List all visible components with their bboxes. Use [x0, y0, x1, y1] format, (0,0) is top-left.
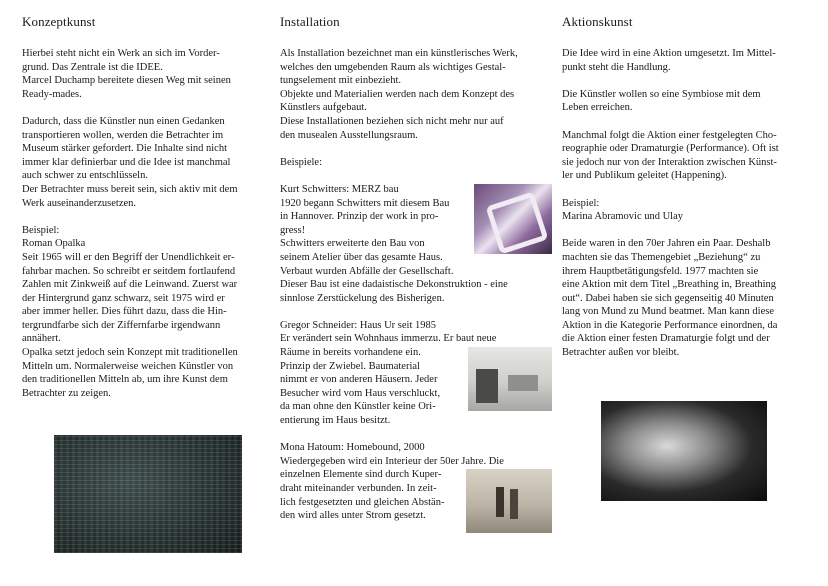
text-line: Künstlers aufgebaut.	[280, 102, 367, 114]
text-line: Museum stärker gefordert. Die Inhalte sind nicht	[22, 143, 227, 155]
text-line: Zahlen mit Zinkweiß auf die Leinwand. Zuerst war	[22, 279, 238, 291]
text-line: Der Betrachter muss bereit sein, sich aktiv mit dem	[22, 183, 238, 195]
text-line: eine Aktion mit dem Titel „Breathing in, Breathing	[562, 279, 777, 291]
heading-installation: Installation	[280, 14, 340, 29]
text-line: Er verändert sein Wohnhaus immerzu. Er baut neue	[280, 333, 497, 345]
text-line: draht miteinander verbunden. In zeit-	[280, 483, 437, 494]
text-line: transportieren wollen, werden die Betrachter im	[22, 129, 224, 141]
text-line: Schwitters erweiterte den Bau von	[280, 238, 425, 250]
haus-ur-image	[468, 347, 552, 411]
paragraph-beispiel	[562, 197, 814, 224]
text-line: nimmt er von anderen Häusern. Jeder	[280, 374, 438, 386]
paragraph-aktion-intro	[562, 47, 814, 74]
text-line: Mitteln um. Normalerweise weichen Künstler von	[22, 360, 234, 372]
text-line: gress!	[280, 224, 306, 236]
text-line: Roman Opalka	[22, 238, 86, 250]
text-line: reographie oder Dramaturgie (Performance). Oft ist	[562, 143, 779, 155]
text-line: Objekte und Materialien werden nach dem Konzept des	[280, 88, 515, 100]
text-line: Besucher wird vom Haus verschluckt,	[280, 387, 441, 399]
text-line: Dadurch, dass die Künstler nun einen Gedanken	[22, 115, 225, 127]
text-line: Räume in bereits vorhandene ein.	[280, 347, 421, 359]
text-line: seinem Atelier über das gesamte Haus.	[280, 251, 443, 263]
text-line: Seit 1965 will er den Begriff der Unendlichkeit er-	[22, 251, 235, 263]
text-line: welches den umgebenden Raum als wichtiges Gestal-	[280, 61, 506, 73]
text-line: Opalka setzt jedoch sein Konzept mit traditionellen	[22, 347, 238, 359]
text-line: in Hannover. Prinzip der work in pro-	[280, 211, 439, 223]
text-line: ihrem Hauptbetätigungsfeld. 1977 machten sie	[562, 265, 759, 277]
text-line: die Aktion einer festen Dramaturgie folgt und der	[562, 333, 770, 345]
paragraph-symbiose	[562, 88, 814, 115]
text-line: den traditionellen Mitteln ab, um ihre Kunst dem	[22, 374, 228, 386]
example-merz	[280, 183, 552, 305]
text-line: aber immer heller. Dies führt dazu, dass die Hin-	[22, 306, 227, 318]
text-line: Ready-mades.	[22, 88, 82, 100]
heading-konzeptkunst: Konzeptkunst	[22, 14, 96, 29]
text-line: Betrachter zu zeigen.	[22, 387, 111, 399]
text-line: Beide waren in den 70er Jahren ein Paar. Deshalb	[562, 238, 771, 250]
examples-label: Beispiele:	[280, 156, 322, 168]
column-installation	[280, 14, 552, 533]
text-line: Als Installation bezeichnet man ein künstlerisches Werk,	[280, 48, 518, 59]
text-line: ler und Publikum geleitet (Happening).	[562, 170, 727, 182]
text-line: Betrachter außen vor bleibt.	[562, 347, 680, 359]
paragraph-installation-intro	[280, 47, 552, 142]
text-line: Kurt Schwitters: MERZ bau	[280, 183, 399, 195]
text-line: out“. Dabei haben sie sich gegenseitig 40 Minuten	[562, 292, 774, 304]
text-line: Gregor Schneider: Haus Ur seit 1985	[280, 319, 437, 331]
text-line: machten sie das Themengebiet „Beziehung“ zu	[562, 251, 761, 263]
opalka-painting-image	[54, 435, 242, 553]
column-aktionskunst	[562, 14, 814, 360]
text-line: tergrundfarbe sich der Ziffernfarbe irgendwann	[22, 319, 221, 331]
text-line: lich festgesetzten und gleichen Abstän-	[280, 496, 445, 508]
text-line: Dieser Bau ist eine dadaistische Dekonstruktion - eine	[280, 279, 508, 291]
merzbau-image	[474, 184, 552, 254]
text-line: Marcel Duchamp bereitete diesen Weg mit seinen	[22, 75, 231, 87]
text-line: Leben erreichen.	[562, 102, 633, 114]
text-line: Wiedergegeben wird ein Interieur der 50er Jahre. Die	[280, 455, 504, 467]
text-line: grund. Das Zentrale ist die IDEE.	[22, 61, 163, 73]
homebound-image	[466, 469, 552, 533]
text-line: den wird alles unter Strom gesetzt.	[280, 510, 426, 522]
paragraph-performance	[562, 129, 814, 183]
text-line: da man ohne den Künstler keine Ori-	[280, 401, 436, 413]
text-line: sie jedoch nur von der Interaktion zwischen Künst-	[562, 156, 777, 168]
breathing-in-breathing-out-image	[601, 401, 767, 501]
text-line: immer klar definierbar und die Idee ist manchmal	[22, 156, 231, 168]
text-line: fahrbar machen. So schreibt er seitdem fortlaufend	[22, 265, 236, 277]
text-line: den musealen Ausstellungsraum.	[280, 129, 418, 141]
text-line: Mona Hatoum: Homebound, 2000	[280, 442, 425, 454]
paragraph-abramovic	[562, 237, 814, 359]
paragraph-opalka	[22, 224, 270, 401]
text-line: lang von Mund zu Mund beatmet. Man kann diese	[562, 306, 774, 318]
text-line: Marina Abramovic und Ulay	[562, 211, 684, 223]
text-line: Diese Installationen beziehen sich nicht mehr nur auf	[280, 115, 504, 127]
text-line: Hierbei steht nicht ein Werk an sich im Vorder-	[22, 48, 220, 59]
text-line: punkt steht die Handlung.	[562, 61, 671, 73]
example-homebound	[280, 441, 552, 523]
text-line: entierung im Haus besitzt.	[280, 415, 391, 427]
paragraph-betrachter	[22, 115, 270, 210]
text-line: Die Künstler wollen so eine Symbiose mit dem	[562, 88, 761, 100]
text-line: Prinzip der Zwiebel. Baumaterial	[280, 360, 420, 372]
column-konzeptkunst	[22, 14, 270, 400]
text-line: tungselement mit einbezieht.	[280, 75, 402, 87]
text-line: 1920 begann Schwitters mit diesem Bau	[280, 197, 450, 209]
text-line: Beispiel:	[562, 197, 600, 209]
text-line: Die Idee wird in eine Aktion umgesetzt. Im Mittel-	[562, 48, 776, 59]
text-line: auch schwer zu entschlüsseln.	[22, 170, 148, 182]
paragraph-intro	[22, 47, 270, 101]
text-line: Manchmal folgt die Aktion einer festgelegten Cho-	[562, 129, 777, 141]
text-line: Aktion in die Kategorie Performance einordnen, da	[562, 319, 778, 331]
example-haus-ur	[280, 319, 552, 428]
text-line: Werk auseinanderzusetzen.	[22, 197, 137, 209]
text-line: annähert.	[22, 333, 61, 345]
text-line: Verbaut wurden Abfälle der Gesellschaft.	[280, 265, 454, 277]
text-line: einzelnen Elemente sind durch Kuper-	[280, 469, 442, 481]
text-line: der Hintergrund ganz schwarz, seit 1975 wird er	[22, 292, 225, 304]
heading-aktionskunst: Aktionskunst	[562, 14, 633, 29]
text-line: Beispiel:	[22, 224, 60, 236]
text-line: sinnlose Zerstückelung des Bisherigen.	[280, 292, 445, 304]
